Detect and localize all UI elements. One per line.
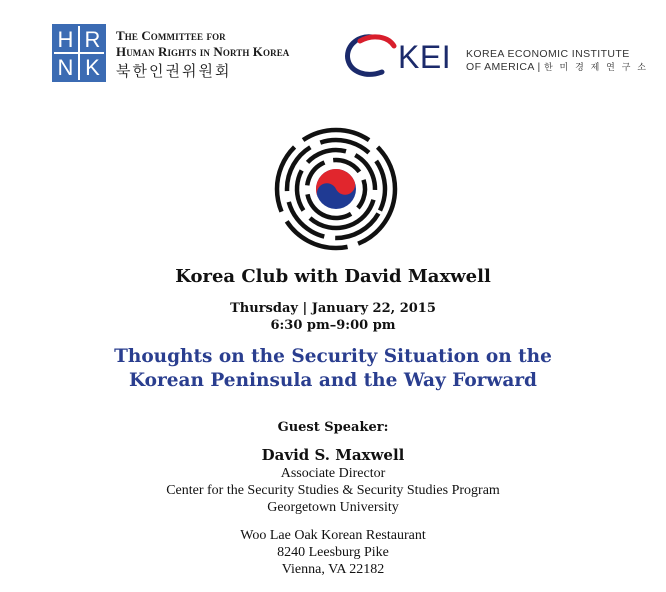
hrnk-letter-r: R (84, 27, 101, 52)
guest-speaker-label: Guest Speaker: (277, 420, 389, 435)
speaker-organization: Center for the Security Studies & Security Studies Program (166, 483, 500, 498)
kei-swoosh-icon (342, 32, 400, 80)
speaker-role: Associate Director (280, 466, 386, 481)
hrnk-letter-n: N (57, 55, 74, 80)
kei-logo-text: KEI (398, 39, 452, 75)
hrnk-name-korean: 북한인권위원회 (116, 62, 232, 80)
speaker-name: David S. Maxwell (261, 446, 405, 464)
event-subject-line1: Thoughts on the Security Situation on the (114, 346, 552, 367)
hrnk-name-line1: The Committee for (116, 28, 226, 43)
venue-city: Vienna, VA 22182 (281, 562, 385, 577)
event-time: 6:30 pm–9:00 pm (270, 318, 396, 333)
hrnk-name-block (116, 28, 289, 81)
event-title: Korea Club with David Maxwell (175, 266, 491, 287)
kei-name-line1: KOREA ECONOMIC INSTITUTE (466, 48, 630, 60)
kei-name-block (466, 48, 648, 75)
event-subject (0, 345, 666, 393)
event-subject-line2: Korean Peninsula and the Way Forward (128, 370, 537, 391)
venue-name: Woo Lae Oak Korean Restaurant (240, 528, 426, 543)
kei-name-line2-row (466, 61, 648, 75)
event-date: Thursday | January 22, 2015 (230, 301, 436, 316)
taegeuk-circle-emblem-icon (272, 125, 400, 253)
hrnk-letter-k: K (85, 55, 100, 80)
hrnk-name-line2: Human Rights in North Korea (116, 44, 290, 59)
hrnk-letter-h: H (57, 27, 74, 52)
kei-name-line2: OF AMERICA | (466, 61, 541, 73)
hrnk-logo (52, 24, 106, 82)
kei-name-korean: 한 미 경 제 연 구 소 (543, 63, 648, 73)
venue-street: 8240 Leesburg Pike (277, 545, 389, 560)
speaker-university: Georgetown University (267, 500, 399, 515)
